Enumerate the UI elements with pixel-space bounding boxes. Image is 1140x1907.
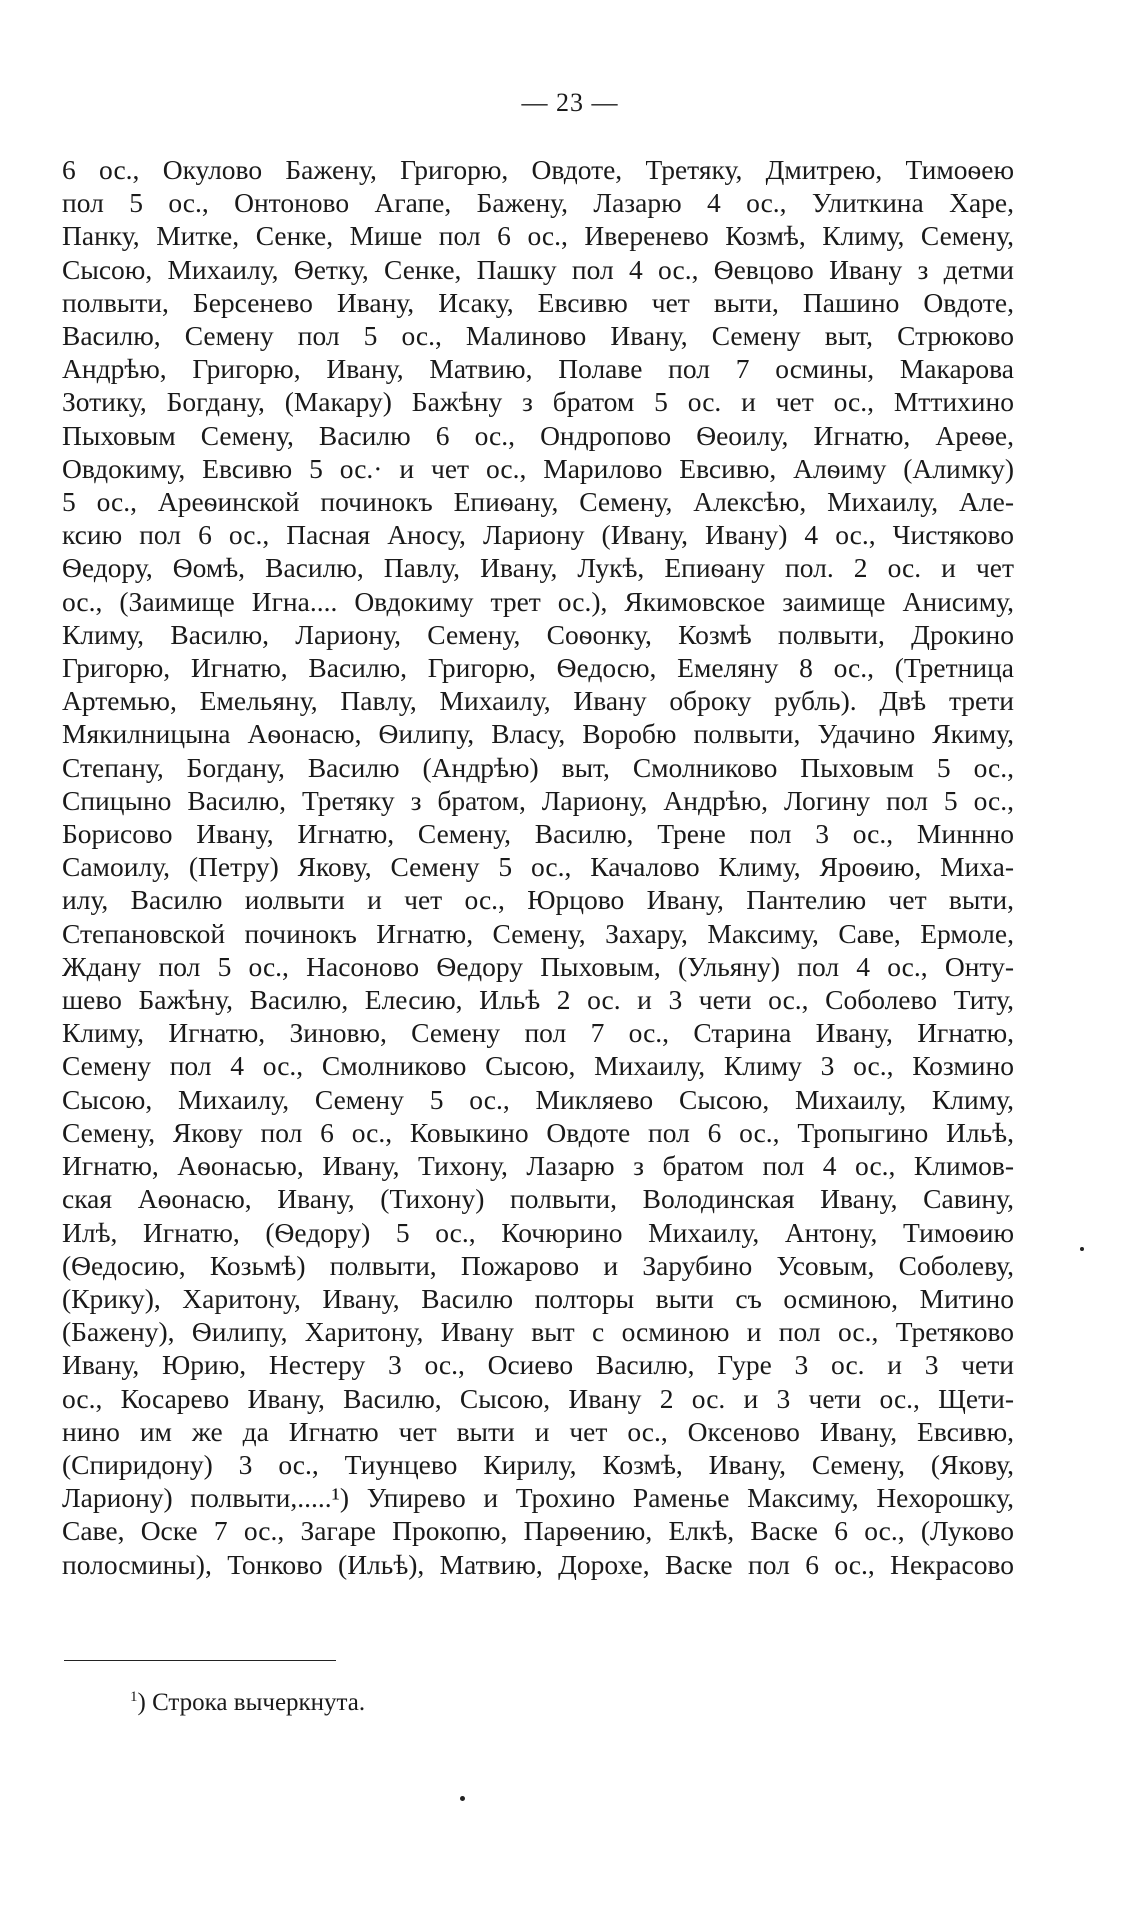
text-line: Самоилу, (Петру) Якову, Семену 5 ос., Качалово Климу, Яроѳию, Миха- [62, 851, 1014, 883]
text-line: Артемью, Емельяну, Павлу, Михаилу, Ивану оброку рубль). Двѣ трети [62, 685, 1014, 717]
text-line: Ивану, Юрию, Нестеру 3 ос., Осиево Василю, Гуре 3 ос. и 3 чети [62, 1349, 1014, 1381]
text-line: ская Аѳонасю, Ивану, (Тихону) полвыти, Володинская Ивану, Савину, [62, 1183, 1014, 1215]
text-line: Панку, Митке, Сенке, Мише пол 6 ос., Иверенево Козмѣ, Климу, Семену, [62, 220, 1014, 252]
text-line: Спицыно Василю, Третяку з братом, Лариону, Андрѣю, Логину пол 5 ос., [62, 784, 1014, 816]
page-number: — 23 — [521, 88, 619, 117]
text-line: (Ѳедосию, Козьмѣ) полвыти, Пожарово и Зарубино Усовым, Соболеву, [62, 1249, 1014, 1281]
text-line: Григорю, Игнатю, Василю, Григорю, Ѳедосю, Емеляну 8 ос., (Третница [62, 652, 1014, 684]
body-text [62, 153, 1014, 1581]
text-line: Сысою, Михаилу, Семену 5 ос., Микляево Сысою, Михаилу, Климу, [62, 1083, 1014, 1115]
footnote-text: ) Строка вычеркнута. [137, 1689, 366, 1716]
text-line: Степану, Богдану, Василю (Андрѣю) выт, Смолниково Пыховым 5 ос., [62, 751, 1014, 783]
text-line: Овдокиму, Евсивю 5 ос.· и чет ос., Марилово Евсивю, Алѳиму (Алимку) [62, 452, 1014, 484]
speck-mark [1080, 1247, 1084, 1251]
text-line: Семену пол 4 ос., Смолниково Сысою, Михаилу, Климу 3 ос., Козмино [62, 1050, 1014, 1082]
text-line: Борисово Ивану, Игнатю, Семену, Василю, Трене пол 3 ос., Миннно [62, 818, 1014, 850]
text-line: Климу, Игнатю, Зиновю, Семену пол 7 ос., Старина Ивану, Игнатю, [62, 1017, 1014, 1049]
footnote-rule [64, 1660, 336, 1661]
text-line: илу, Василю иолвыти и чет ос., Юрцово Ивану, Пантелию чет выти, [62, 884, 1014, 916]
speck-mark [460, 1796, 465, 1801]
text-line: ксию пол 6 ос., Пасная Аносу, Лариону (Ивану, Ивану) 4 ос., Чистяково [62, 519, 1014, 551]
text-line: 6 ос., Окулово Бажену, Григорю, Овдоте, Третяку, Дмитрею, Тимоѳею [62, 154, 1014, 185]
footnote-marker: 1 [130, 1689, 138, 1705]
text-line: Семену, Якову пол 6 ос., Ковыкино Овдоте пол 6 ос., Тропыгино Ильѣ, [62, 1116, 1014, 1148]
text-line: 5 ос., Ареѳинской починокъ Епиѳану, Семену, Алексѣю, Михаилу, Але- [62, 486, 1014, 518]
text-line: нино им же да Игнатю чет выти и чет ос., Оксеново Ивану, Евсивю, [62, 1415, 1014, 1447]
text-line: Лариону) полвыти,.....¹) Упирево и Трохино Раменье Максиму, Нехорошку, [62, 1482, 1014, 1514]
text-line: Ждану пол 5 ос., Насоново Ѳедору Пыховым, (Ульяну) пол 4 ос., Онту- [62, 950, 1014, 982]
text-line: Игнатю, Аѳонасью, Ивану, Тихону, Лазарю з братом пол 4 ос., Климов- [62, 1150, 1014, 1182]
text-line: Пыховым Семену, Василю 6 ос., Ондропово Ѳеоилу, Игнатю, Ареѳе, [62, 419, 1014, 451]
text-line: полосмины), Тонково (Ильѣ), Матвию, Дорохе, Васке пол 6 ос., Некрасово [62, 1548, 1014, 1580]
text-line: Саве, Оске 7 ос., Загаре Прокопю, Парѳению, Елкѣ, Васке 6 ос., (Луково [62, 1515, 1014, 1547]
text-line: ос., (Заимище Игна.... Овдокиму трет ос.), Якимовское заимище Анисиму, [62, 585, 1014, 617]
text-line: (Крику), Харитону, Ивану, Василю полторы выти съ осминою, Митино [62, 1282, 1014, 1314]
text-line: Мякилницына Аѳонасю, Ѳилипу, Власу, Воробю полвыти, Удачино Якиму, [62, 718, 1014, 750]
text-line: Сысою, Михаилу, Ѳетку, Сенке, Пашку пол 4 ос., Ѳевцово Ивану з детми [62, 253, 1014, 285]
text-line: Андрѣю, Григорю, Ивану, Матвию, Полаве пол 7 осмины, Макарова [62, 353, 1014, 385]
footnote [130, 1682, 365, 1718]
text-line: Степановской починокъ Игнатю, Семену, Захару, Максиму, Саве, Ермоле, [62, 917, 1014, 949]
text-line: ос., Косарево Ивану, Василю, Сысою, Ивану 2 ос. и 3 чети ос., Щети- [62, 1382, 1014, 1414]
text-line: Зотику, Богдану, (Макару) Бажѣну з братом 5 ос. и чет ос., Мттихино [62, 386, 1014, 418]
text-line: шево Бажѣну, Василю, Елесию, Ильѣ 2 ос. и 3 чети ос., Соболево Титу, [62, 984, 1014, 1016]
text-line: (Спиридону) 3 ос., Тиунцево Кирилу, Козмѣ, Ивану, Семену, (Якову, [62, 1448, 1014, 1480]
text-line: Василю, Семену пол 5 ос., Малиново Ивану, Семену выт, Стрюково [62, 320, 1014, 352]
text-line: Климу, Василю, Лариону, Семену, Соѳонку, Козмѣ полвыти, Дрокино [62, 618, 1014, 650]
text-line: полвыти, Берсенево Ивану, Исаку, Евсивю чет выти, Пашино Овдоте, [62, 286, 1014, 318]
text-line: Илѣ, Игнатю, (Ѳедору) 5 ос., Кочюрино Михаилу, Антону, Тимоѳию [62, 1216, 1014, 1248]
text-line: Ѳедору, Ѳомѣ, Василю, Павлу, Ивану, Лукѣ, Епиѳану пол. 2 ос. и чет [62, 552, 1014, 584]
text-line: пол 5 ос., Онтоново Агапе, Бажену, Лазарю 4 ос., Улиткина Харе, [62, 187, 1014, 219]
text-line: (Бажену), Ѳилипу, Харитону, Ивану выт с осминою и пол ос., Третяково [62, 1316, 1014, 1348]
